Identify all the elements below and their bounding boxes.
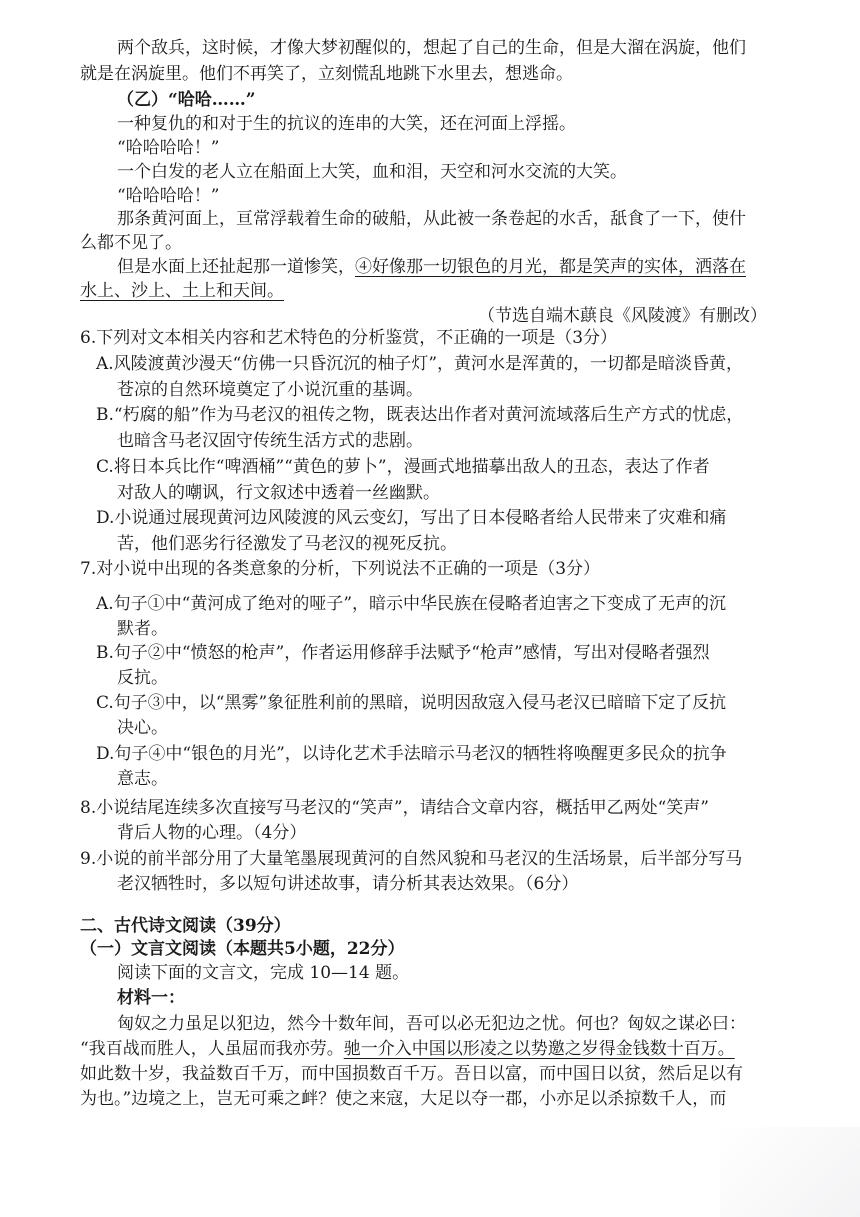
- material-label: 材料一：: [117, 988, 185, 1008]
- classical-text-line: 为也。”边境之上，岂无可乘之衅？使之来寇，大足以夺一郡，小亦足以杀掠数千人，而: [80, 1089, 727, 1109]
- passage-text: 但是水面上还扯起那一道惨笑，: [117, 257, 355, 277]
- question-7: 7.对小说中出现的各类意象的分析，下列说法不正确的一项是（3分）: [80, 559, 601, 579]
- question-8-cont: 背后人物的心理。（4分）: [117, 823, 307, 843]
- option-6c: C.将日本兵比作“啤酒桶”“黄色的萝卜”，漫画式地描摹出敌人的丑态，表达了作者: [96, 457, 710, 477]
- option-6d: D.小说通过展现黄河边风陵渡的风云变幻，写出了日本侵略者给人民带来了灾难和痛: [96, 508, 727, 528]
- classical-text-line: 如此数十岁，我益数百千万，而中国损数百千万。吾日以富，而中国日以贫，然后足以有: [80, 1064, 743, 1084]
- underlined-classical-sentence: 驰一介入中国以形凌之以势邀之岁得金钱数十百万。: [343, 1039, 735, 1059]
- underlined-sentence-4: ④好像那一切银色的月光，都是笑声的实体，洒落在: [355, 257, 746, 277]
- option-6b-cont: 也暗含马老汉固守传统生活方式的悲剧。: [117, 431, 423, 451]
- option-6b: B.“朽腐的船”作为马老汉的祖传之物，既表达出作者对黄河流域落后生产方式的忧虑，: [96, 405, 744, 425]
- passage-line: 两个敌兵，这时候，才像大梦初醒似的，想起了自己的生命，但是大溜在涡旋，他们: [117, 38, 746, 58]
- subsection-heading: （一）文言文阅读（本题共5小题，22分）: [80, 939, 405, 959]
- source-citation: （节选自端木蕻良《风陵渡》有删改）: [478, 306, 767, 326]
- option-6a: A.风陵渡黄沙漫天“仿佛一只昏沉沉的柚子灯”，黄河水是浑黄的，一切都是暗淡昏黄，: [96, 354, 744, 374]
- underlined-sentence-4-cont: 水上、沙上、土上和天间。: [80, 281, 284, 301]
- question-9: 9.小说的前半部分用了大量笔墨展现黄河的自然风貌和马老汉的生活场景，后半部分写马: [80, 849, 743, 869]
- option-6c-cont: 对敌人的嘲讽，行文叙述中透着一丝幽默。: [117, 483, 440, 503]
- classical-text: “我百战而胜人，人虽屈而我亦劳。: [80, 1039, 344, 1059]
- question-6: 6.下列对文本相关内容和艺术特色的分析鉴赏，不正确的一项是（3分）: [80, 328, 618, 348]
- option-7b: B.句子②中“愤怒的枪声”，作者运用修辞手法赋予“枪声”感情，写出对侵略者强烈: [96, 643, 710, 663]
- option-7d-cont: 意志。: [117, 769, 168, 789]
- option-6a-cont: 苍凉的自然环境奠定了小说沉重的基调。: [117, 380, 423, 400]
- classical-text-line: [80, 1037, 735, 1061]
- question-9-cont: 老汉牺牲时，多以短句讲述故事，请分析其表达效果。（6分）: [117, 874, 579, 894]
- option-7a: A.句子①中“黄河成了绝对的哑子”，暗示中华民族在侵略者迫害之下变成了无声的沉: [96, 594, 727, 614]
- option-7b-cont: 反抗。: [117, 668, 168, 688]
- passage-line: “哈哈哈哈！”: [117, 186, 220, 206]
- passage-line: “哈哈哈哈！”: [117, 138, 220, 158]
- option-7c: C.句子③中，以“黑雾”象征胜利前的黑暗，说明因敌寇入侵马老汉已暗暗下定了反抗: [96, 693, 727, 713]
- option-6d-cont: 苦，他们恶劣行径激发了马老汉的视死反抗。: [117, 534, 457, 554]
- passage-line: [117, 255, 746, 279]
- scan-shadow: [720, 1127, 860, 1217]
- option-7a-cont: 默者。: [117, 619, 168, 639]
- passage-line: 一种复仇的和对于生的抗议的连串的大笑，还在河面上浮摇。: [117, 114, 576, 134]
- option-7c-cont: 决心。: [117, 718, 168, 738]
- passage-line: 一个白发的老人立在船面上大笑，血和泪，天空和河水交流的大笑。: [117, 162, 627, 182]
- passage-line: 就是在涡旋里。他们不再笑了，立刻慌乱地跳下水里去，想逃命。: [80, 64, 573, 84]
- instruction-text: 阅读下面的文言文，完成 10—14 题。: [117, 963, 410, 983]
- section-heading: 二、古代诗文阅读（39分）: [80, 916, 291, 936]
- option-7d: D.句子④中“银色的月光”，以诗化艺术手法暗示马老汉的牺牲将唤醒更多民众的抗争: [96, 744, 727, 764]
- classical-text-line: 匈奴之力虽足以犯边，然今十数年间，吾可以必无犯边之忧。何也？匈奴之谋必曰：: [117, 1014, 746, 1034]
- passage-line: 么都不见了。: [80, 233, 182, 253]
- passage-line: 那条黄河面上，亘常浮载着生命的破船，从此被一条卷起的水舌，舐食了一下，使什: [117, 209, 746, 229]
- section-yi-label: （乙）“哈哈……”: [117, 90, 256, 110]
- question-8: 8.小说结尾连续多次直接写马老汉的“笑声”，请结合文章内容，概括甲乙两处“笑声”: [80, 798, 709, 818]
